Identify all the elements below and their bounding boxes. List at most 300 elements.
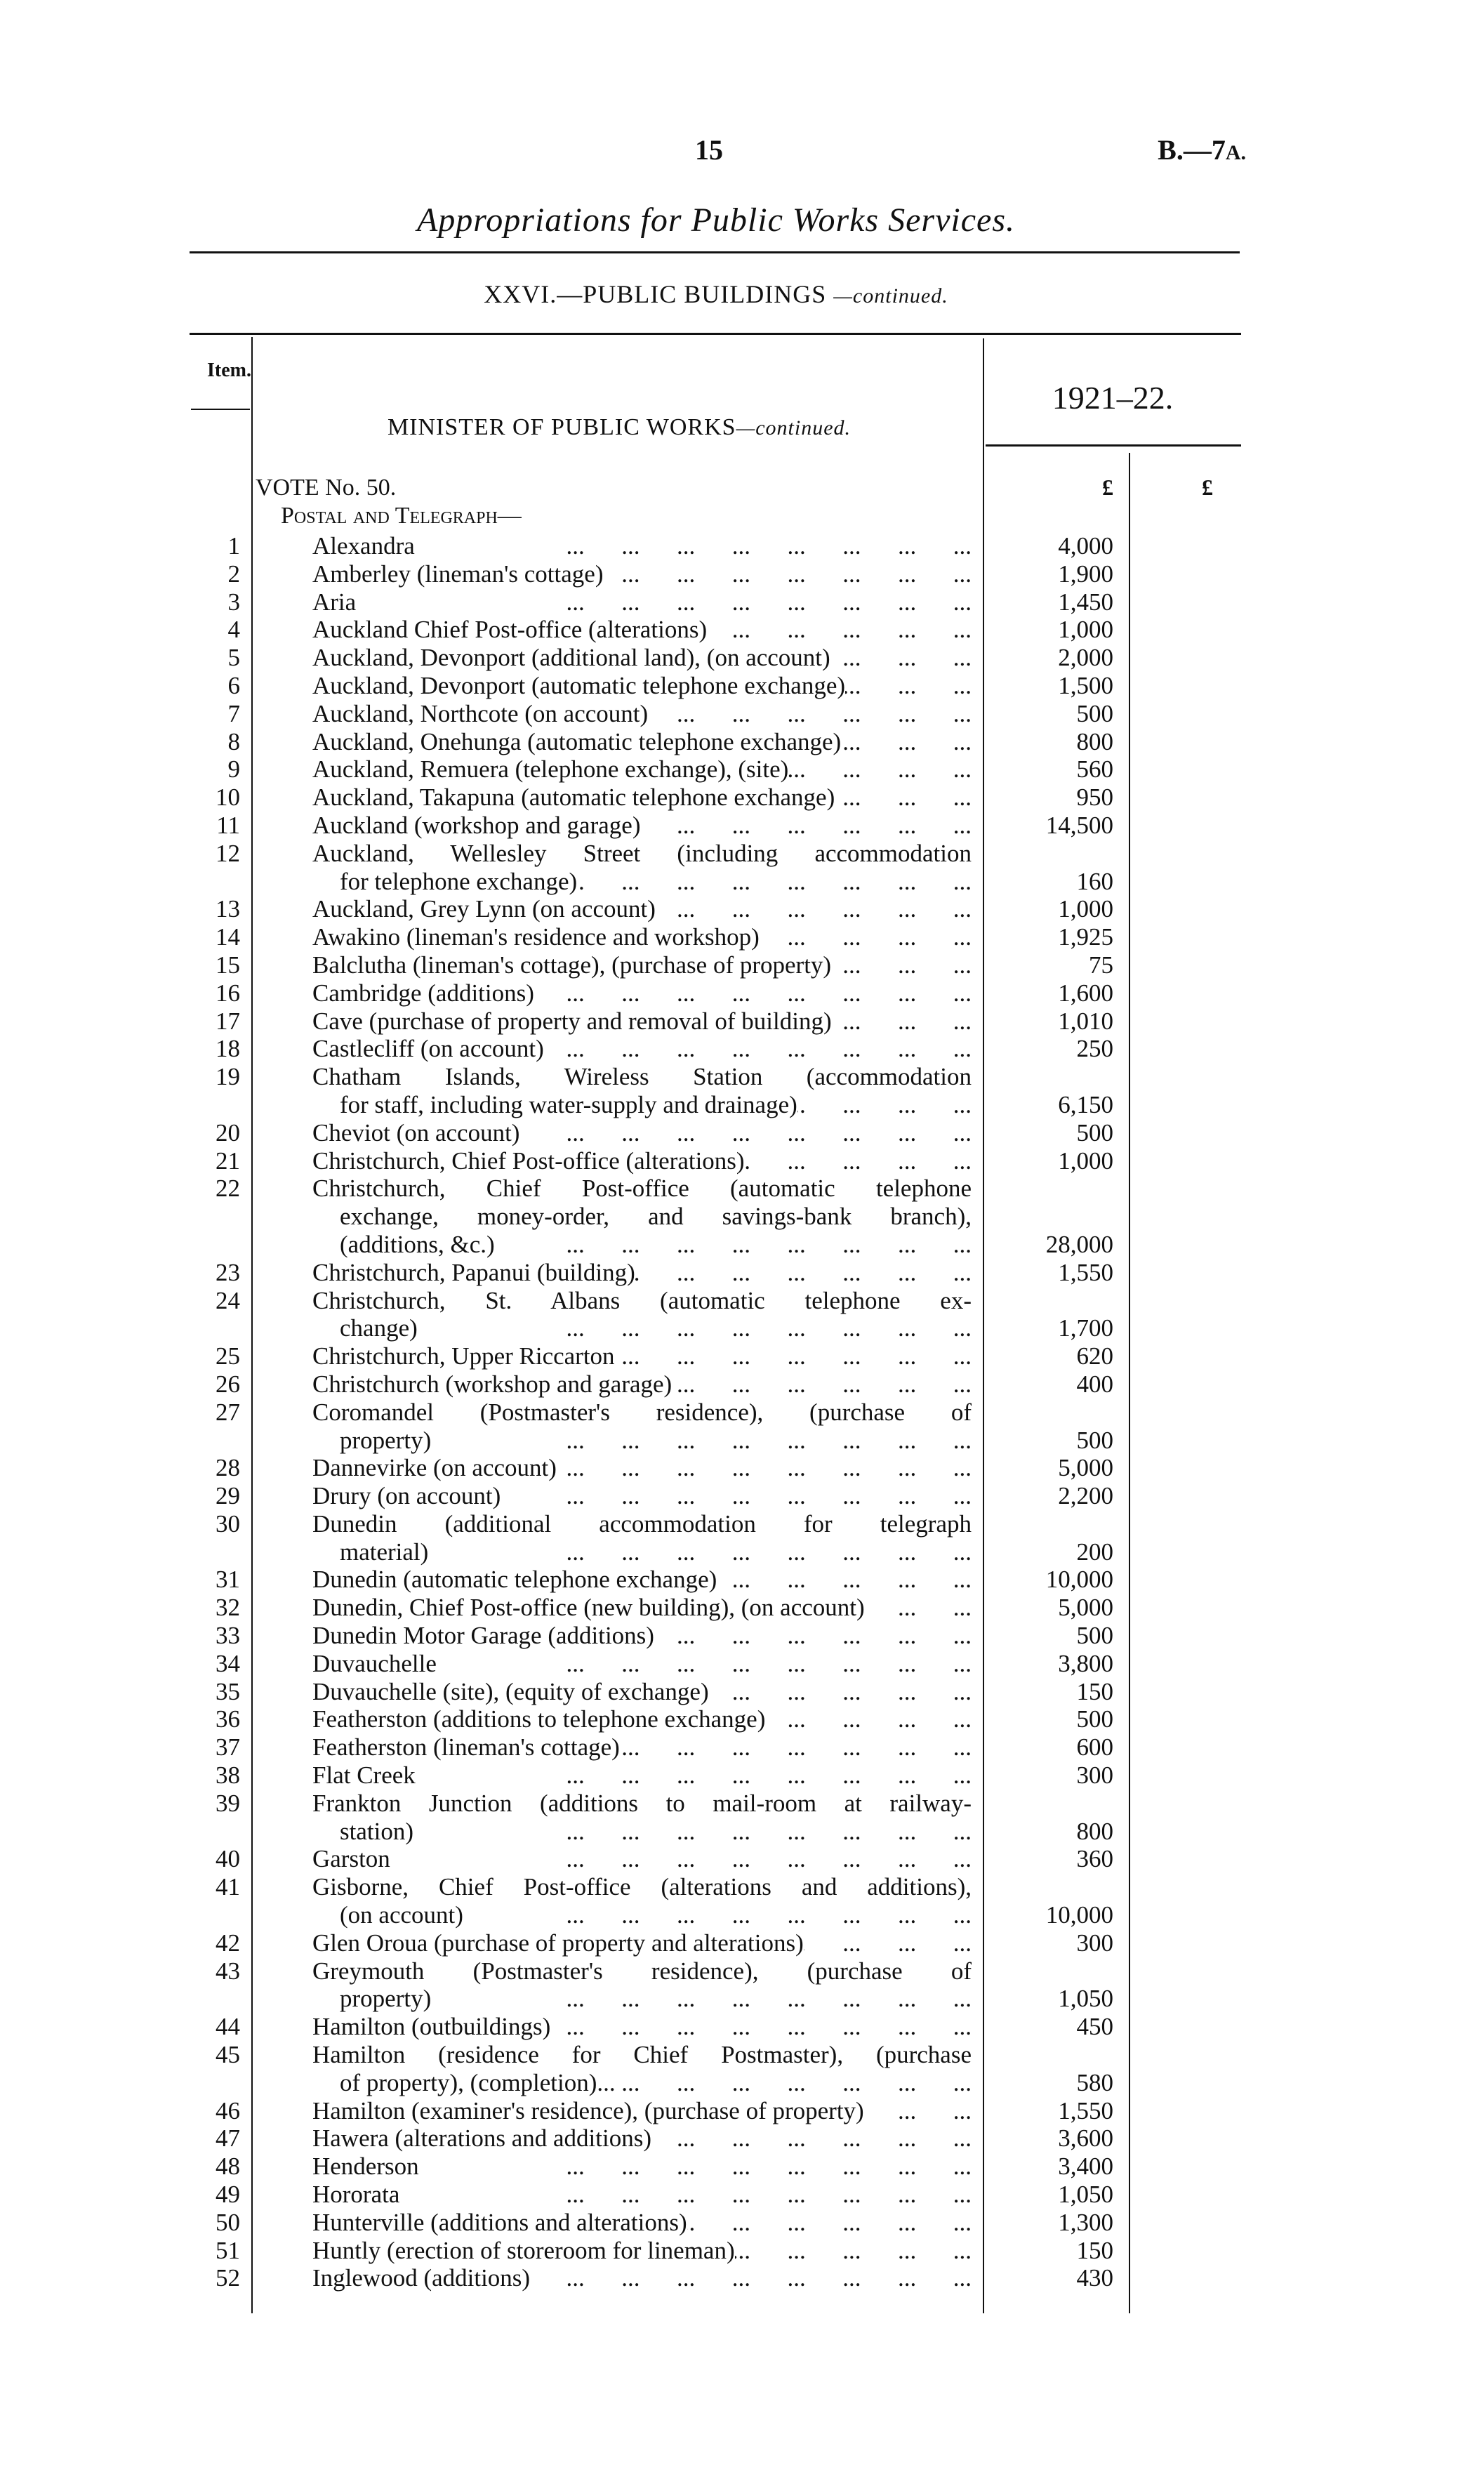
item-description [312, 923, 972, 951]
item-description [312, 1622, 972, 1650]
item-description-text: Alexandra [312, 532, 415, 560]
item-description [312, 1287, 972, 1315]
item-description-text: Auckland, Wellesley Street (including accommodation [312, 839, 972, 867]
dot-leader [830, 644, 972, 672]
item-number: 12 [216, 839, 240, 867]
item-number: 47 [216, 2124, 240, 2153]
dot-leader [550, 2013, 972, 2041]
year-column-header: 1921–22. [1052, 380, 1174, 416]
item-description [312, 2041, 972, 2069]
item-number: 20 [216, 1118, 240, 1146]
item-description [312, 1510, 972, 1538]
item-description [312, 644, 972, 672]
table-row-line [0, 923, 1484, 951]
table-row-line [0, 1510, 1484, 1538]
item-amount: 1,550 [1058, 2096, 1113, 2124]
item-description-text: Christchurch, Chief Post-office (alterations) [312, 1146, 745, 1175]
table-row-line [0, 812, 1484, 840]
item-number: 38 [216, 1761, 240, 1790]
item-amount: 300 [1076, 1761, 1113, 1790]
item-description-text: Dunedin, Chief Post-office (new building), (on account) [312, 1594, 865, 1622]
item-number: 26 [216, 1370, 240, 1398]
table-row-line [0, 2181, 1484, 2209]
item-description [340, 1818, 972, 1846]
item-number: 41 [216, 1873, 240, 1901]
item-description-text: Auckland, Northcote (on account) [312, 699, 649, 727]
table-row-line [0, 784, 1484, 812]
table-row-line [0, 644, 1484, 672]
item-description [312, 1678, 972, 1706]
item-description [340, 1091, 972, 1119]
item-description [312, 2264, 972, 2292]
item-description [312, 1957, 972, 1985]
item-description [340, 1538, 972, 1566]
table-row-line [0, 1873, 1484, 1901]
item-number: 42 [216, 1929, 240, 1957]
dot-leader [615, 1342, 972, 1370]
item-description-text: Amberley (lineman's cottage) [312, 560, 604, 588]
item-description [312, 895, 972, 923]
item-number: 7 [227, 699, 240, 727]
item-number: 8 [227, 727, 240, 755]
currency-label-amount: £ [1102, 475, 1113, 500]
dot-leader [831, 951, 972, 979]
item-number: 13 [216, 895, 240, 923]
item-amount: 800 [1076, 1817, 1113, 1845]
item-amount: 150 [1076, 1677, 1113, 1705]
table-row-line [0, 672, 1484, 700]
table-row-line [0, 616, 1484, 644]
item-amount: 400 [1076, 1370, 1113, 1398]
item-number: 1 [227, 532, 240, 560]
table-row-line [0, 1538, 1484, 1566]
dot-leader [399, 2181, 972, 2209]
item-description-text: (additions, &c.) [340, 1230, 495, 1258]
table-row-line [0, 532, 1484, 560]
item-amount: 6,150 [1058, 1090, 1113, 1118]
table-row-line [0, 2013, 1484, 2041]
dot-leader [557, 1454, 972, 1482]
table-row-line [0, 1091, 1484, 1119]
dot-leader [832, 1007, 972, 1036]
item-number: 52 [216, 2264, 240, 2292]
item-description [312, 2237, 972, 2265]
item-description [340, 868, 972, 896]
dot-leader [788, 755, 972, 784]
item-description-text: Auckland, Devonport (automatic telephone exchange) [312, 671, 846, 699]
item-number: 4 [227, 616, 240, 644]
dot-leader [841, 728, 972, 756]
dot-leader [687, 2209, 972, 2237]
item-amount: 1,050 [1058, 1985, 1113, 2013]
item-amount: 28,000 [1045, 1230, 1113, 1258]
item-number: 44 [216, 2013, 240, 2041]
item-description [312, 812, 972, 840]
dot-leader [418, 1314, 972, 1342]
item-amount: 75 [1089, 951, 1113, 979]
dot-leader [390, 1845, 972, 1873]
item-description-text: Auckland, Devonport (additional land), (on account) [312, 644, 830, 672]
item-description-text: Frankton Junction (additions to mail-room at railway- [312, 1789, 972, 1817]
table-row-line [0, 1622, 1484, 1650]
dot-leader [620, 1733, 972, 1761]
table-row-line [0, 1035, 1484, 1063]
table-row-line [0, 951, 1484, 979]
item-amount: 500 [1076, 1426, 1113, 1454]
item-amount: 4,000 [1058, 532, 1113, 560]
item-description-text: Christchurch, Upper Riccarton [312, 1342, 615, 1370]
item-description [312, 1790, 972, 1818]
item-number: 35 [216, 1677, 240, 1705]
item-amount: 1,700 [1058, 1314, 1113, 1342]
item-description [312, 2013, 972, 2041]
doc-ref-main: B.—7 [1158, 134, 1226, 166]
item-description-text: Drury (on account) [312, 1482, 501, 1510]
item-number: 15 [216, 951, 240, 979]
item-number: 2 [227, 560, 240, 588]
item-description-text: Auckland, Onehunga (automatic telephone exchange) [312, 727, 842, 755]
item-amount: 160 [1076, 867, 1113, 895]
item-description [312, 1175, 972, 1203]
item-description-text: station) [340, 1817, 413, 1845]
minister-suffix: —continued. [736, 416, 852, 439]
item-number: 29 [216, 1482, 240, 1510]
dot-leader [431, 1985, 972, 2013]
item-description-text: Auckland, Remuera (telephone exchange), (site) [312, 755, 789, 784]
table-row-line [0, 2237, 1484, 2265]
item-number: 45 [216, 2041, 240, 2069]
table-row-line [0, 1370, 1484, 1399]
item-number: 46 [216, 2096, 240, 2124]
item-number: 16 [216, 979, 240, 1007]
item-description-text: for telephone exchange) [340, 867, 578, 895]
year-header-rule [986, 444, 1241, 447]
table-row-line [0, 2069, 1484, 2097]
table-row-line [0, 979, 1484, 1007]
table-row-line [0, 755, 1484, 784]
item-description [312, 1873, 972, 1901]
table-row-line [0, 1845, 1484, 1873]
item-description-text: Featherston (lineman's cottage) [312, 1733, 620, 1761]
item-amount: 1,925 [1058, 923, 1113, 951]
item-amount: 360 [1076, 1845, 1113, 1873]
dot-leader [534, 979, 972, 1007]
item-amount: 430 [1076, 2264, 1113, 2292]
item-description-text: Christchurch (workshop and garage) [312, 1370, 673, 1398]
item-description-text: Cheviot (on account) [312, 1118, 520, 1146]
item-description [312, 784, 972, 812]
item-description [312, 728, 972, 756]
dot-leader [519, 1119, 972, 1147]
table-row-line [0, 1482, 1484, 1510]
item-description [312, 2181, 972, 2209]
item-description [340, 1231, 972, 1259]
item-description-text: Hamilton (residence for Chief Postmaster), (purchase [312, 2041, 972, 2069]
item-description-text: Dunedin (additional accommodation for telegraph [312, 1509, 972, 1538]
item-description-text: Glen Oroua (purchase of property and alterations) [312, 1929, 804, 1957]
item-description-text: Auckland Chief Post-office (alterations) [312, 616, 708, 644]
item-description-text: Hororata [312, 2181, 400, 2209]
dot-leader [865, 1594, 972, 1622]
item-column-header: Item. [207, 359, 251, 381]
item-amount: 600 [1076, 1733, 1113, 1761]
item-amount: 1,050 [1058, 2181, 1113, 2209]
item-amount: 500 [1076, 1622, 1113, 1650]
table-row-line [0, 2041, 1484, 2069]
dot-leader [415, 532, 972, 560]
group-heading: Postal and Telegraph— [281, 503, 522, 529]
item-description [312, 2153, 972, 2181]
appropriation-table-body [0, 532, 1484, 2292]
dot-leader [835, 784, 972, 812]
table-row-line [0, 1427, 1484, 1455]
table-row-line [0, 840, 1484, 868]
dot-leader [419, 2153, 972, 2181]
item-description-text: Aria [312, 588, 357, 616]
item-description-text: Greymouth (Postmaster's residence), (purchase of [312, 1957, 972, 1985]
dot-leader [616, 2069, 972, 2097]
item-amount: 1,010 [1058, 1007, 1113, 1035]
dot-leader [709, 1678, 972, 1706]
item-description-text: Christchurch, Papanui (building) [312, 1258, 635, 1286]
item-number: 34 [216, 1649, 240, 1677]
item-description [312, 1342, 972, 1370]
table-top-rule [190, 333, 1241, 335]
item-amount: 620 [1076, 1342, 1113, 1370]
dot-leader [656, 895, 972, 923]
item-number: 9 [227, 755, 240, 784]
table-row-line [0, 1259, 1484, 1287]
item-description-text: Hamilton (outbuildings) [312, 2013, 551, 2041]
minister-heading [254, 414, 984, 441]
page-number: 15 [695, 134, 723, 166]
dot-leader [463, 1901, 972, 1929]
currency-label-total: £ [1202, 475, 1213, 500]
item-description [312, 532, 972, 560]
item-number: 6 [227, 671, 240, 699]
dot-leader [797, 1091, 972, 1119]
subtitle-main: XXVI.—PUBLIC BUILDINGS [484, 280, 827, 308]
item-description-text: Hamilton (examiner's residence), (purchase of property) [312, 2096, 864, 2124]
item-amount: 1,300 [1058, 2208, 1113, 2236]
document-reference [1095, 133, 1246, 166]
item-description [312, 840, 972, 868]
item-amount: 1,500 [1058, 671, 1113, 699]
table-row-line [0, 2097, 1484, 2125]
item-amount: 1,900 [1058, 560, 1113, 588]
item-number: 24 [216, 1286, 240, 1314]
item-description [312, 2097, 972, 2125]
item-amount: 2,200 [1058, 1482, 1113, 1510]
item-amount: 1,000 [1058, 616, 1113, 644]
item-number: 39 [216, 1789, 240, 1817]
dot-leader [765, 1705, 972, 1733]
item-description [312, 1594, 972, 1622]
item-number: 36 [216, 1705, 240, 1733]
item-description [312, 1063, 972, 1091]
dot-leader [437, 1650, 972, 1678]
table-row-line [0, 700, 1484, 728]
item-amount: 500 [1076, 1705, 1113, 1733]
item-description [340, 2069, 972, 2097]
item-amount: 5,000 [1058, 1594, 1113, 1622]
item-number: 19 [216, 1063, 240, 1091]
item-description-text: Dannevirke (on account) [312, 1454, 557, 1482]
dot-leader [413, 1818, 972, 1846]
item-description [312, 2124, 972, 2153]
dot-leader [501, 1482, 972, 1510]
table-row-line [0, 1287, 1484, 1315]
dot-leader [717, 1566, 972, 1594]
dot-leader [654, 1622, 972, 1650]
table-row-line [0, 2264, 1484, 2292]
item-description [312, 1147, 972, 1175]
item-number: 22 [216, 1175, 240, 1203]
item-amount: 560 [1076, 755, 1113, 784]
table-row-line [0, 2153, 1484, 2181]
table-row-line [0, 1119, 1484, 1147]
table-row-line [0, 868, 1484, 896]
item-description-text: Henderson [312, 2153, 419, 2181]
table-row-line [0, 1342, 1484, 1370]
item-amount: 250 [1076, 1035, 1113, 1063]
item-number: 5 [227, 644, 240, 672]
item-description-text: Flat Creek [312, 1761, 416, 1790]
item-description [312, 1259, 972, 1287]
item-description-text: for staff, including water-supply and drainage) [340, 1090, 797, 1118]
item-description [340, 1203, 972, 1231]
table-row-line [0, 1901, 1484, 1929]
item-amount: 3,600 [1058, 2124, 1113, 2153]
dot-leader [735, 2237, 972, 2265]
item-amount: 3,400 [1058, 2153, 1113, 2181]
item-amount: 500 [1076, 1118, 1113, 1146]
item-amount: 10,000 [1045, 1566, 1113, 1594]
table-row-line [0, 1231, 1484, 1259]
item-description [312, 755, 972, 784]
item-amount: 1,000 [1058, 895, 1113, 923]
item-description-text: change) [340, 1314, 418, 1342]
table-row-line [0, 2209, 1484, 2237]
item-number: 18 [216, 1035, 240, 1063]
item-amount: 2,000 [1058, 644, 1113, 672]
item-amount: 1,000 [1058, 1146, 1113, 1175]
table-row-line [0, 1705, 1484, 1733]
item-number: 10 [216, 784, 240, 812]
doc-ref-suffix: A. [1225, 141, 1246, 164]
dot-leader [635, 1259, 972, 1287]
item-amount: 300 [1076, 1929, 1113, 1957]
table-row-line [0, 1733, 1484, 1761]
subtitle-suffix: —continued. [833, 284, 948, 308]
table-row-line [0, 560, 1484, 588]
item-description-text: Christchurch, St. Albans (automatic telephone ex- [312, 1286, 972, 1314]
item-description [312, 1705, 972, 1733]
item-description [312, 1119, 972, 1147]
item-description-text: Chatham Islands, Wireless Station (accommodation [312, 1063, 972, 1091]
item-number: 27 [216, 1398, 240, 1426]
item-number: 40 [216, 1845, 240, 1873]
item-number: 37 [216, 1733, 240, 1761]
item-description-text: Huntly (erection of storeroom for lineman) [312, 2236, 735, 2264]
item-amount: 3,800 [1058, 1649, 1113, 1677]
item-number: 31 [216, 1566, 240, 1594]
dot-leader [651, 2124, 972, 2153]
item-description-text: Auckland (workshop and garage) [312, 811, 641, 839]
item-description [340, 1314, 972, 1342]
item-number: 11 [216, 811, 240, 839]
dot-leader [431, 1427, 972, 1455]
minister-main: MINISTER OF PUBLIC WORKS [387, 414, 736, 440]
item-description-text: material) [340, 1538, 429, 1566]
item-description [340, 1427, 972, 1455]
item-description-text: (on account) [340, 1901, 463, 1929]
item-description [312, 951, 972, 979]
dot-leader [544, 1035, 972, 1063]
item-description-text: Castlecliff (on account) [312, 1035, 544, 1063]
item-number: 21 [216, 1146, 240, 1175]
item-amount: 150 [1076, 2236, 1113, 2264]
dot-leader [672, 1370, 972, 1399]
item-description [312, 672, 972, 700]
item-description [312, 1845, 972, 1873]
item-description [312, 616, 972, 644]
item-description-text: Garston [312, 1845, 390, 1873]
item-number: 23 [216, 1258, 240, 1286]
item-description [312, 1761, 972, 1790]
item-description [312, 1650, 972, 1678]
table-row-line [0, 1454, 1484, 1482]
item-description-text: Gisborne, Chief Post-office (alterations and additions), [312, 1873, 972, 1901]
table-row-line [0, 1063, 1484, 1091]
title-rule [190, 251, 1240, 253]
item-description-text: Featherston (additions to telephone exchange) [312, 1705, 766, 1733]
item-number: 25 [216, 1342, 240, 1370]
item-number: 48 [216, 2153, 240, 2181]
table-row-line [0, 1007, 1484, 1036]
item-description [312, 1929, 972, 1957]
item-description-text: Auckland, Grey Lynn (on account) [312, 895, 656, 923]
item-amount: 10,000 [1045, 1901, 1113, 1929]
item-number: 50 [216, 2208, 240, 2236]
item-description-text: Dunedin (automatic telephone exchange) [312, 1566, 717, 1594]
dot-leader [640, 812, 972, 840]
table-row-line [0, 895, 1484, 923]
table-row-line [0, 1818, 1484, 1846]
dot-leader [603, 560, 972, 588]
item-number: 43 [216, 1957, 240, 1985]
item-number: 49 [216, 2181, 240, 2209]
item-description [312, 1566, 972, 1594]
dot-leader [864, 2097, 972, 2125]
item-amount: 450 [1076, 2013, 1113, 2041]
dot-leader [428, 1538, 972, 1566]
table-row-line [0, 1175, 1484, 1203]
dot-leader [760, 923, 972, 951]
table-row-line [0, 1566, 1484, 1594]
item-number: 33 [216, 1622, 240, 1650]
item-description [312, 1035, 972, 1063]
item-description-text: property) [340, 1426, 432, 1454]
item-number: 3 [227, 588, 240, 616]
table-row-line [0, 1147, 1484, 1175]
dot-leader [577, 868, 972, 896]
item-description-text: Balclutha (lineman's cottage), (purchase of property) [312, 951, 832, 979]
item-description [340, 1985, 972, 2013]
dot-leader [495, 1231, 972, 1259]
table-row-line [0, 1594, 1484, 1622]
table-row-line [0, 2124, 1484, 2153]
